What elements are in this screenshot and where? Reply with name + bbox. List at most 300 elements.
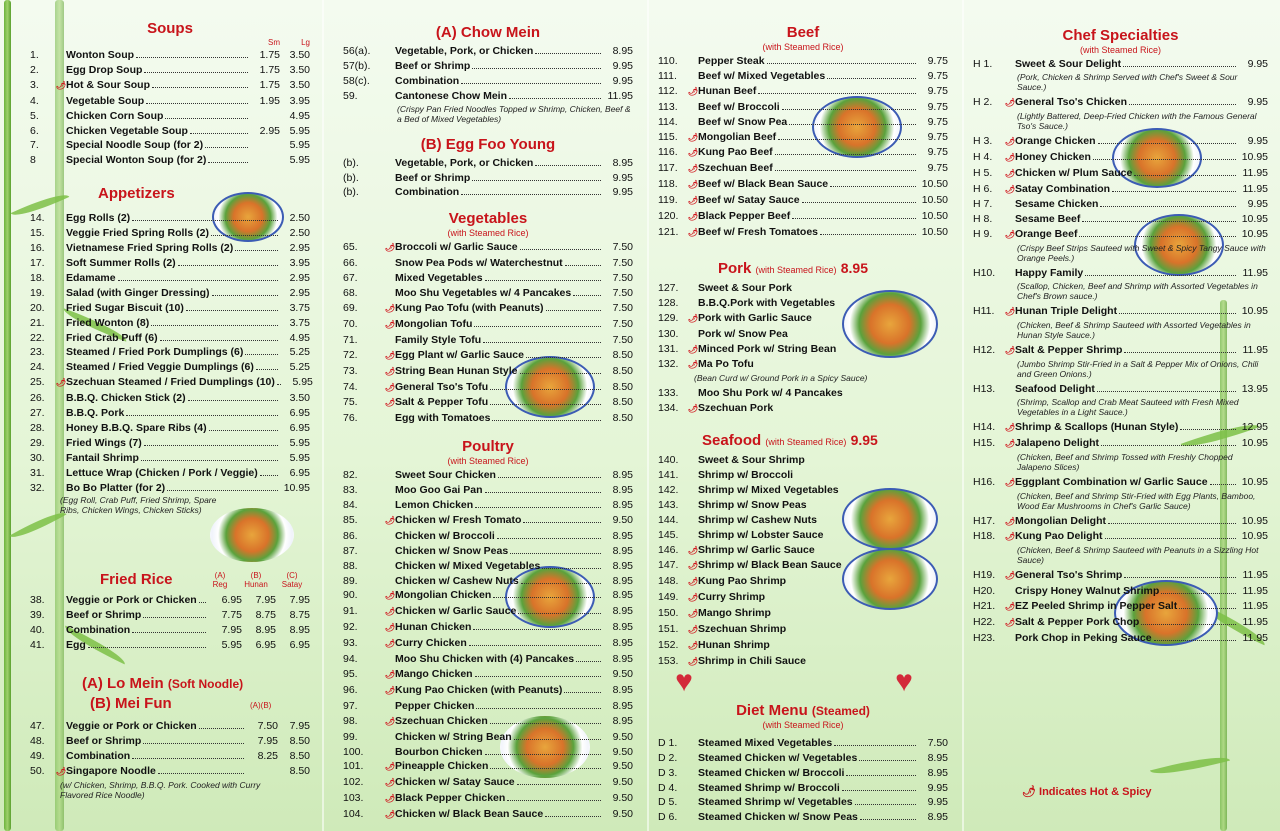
dot-leader [160, 340, 278, 341]
item-price: 7.95 [257, 735, 278, 747]
item-number: H 6. [973, 182, 993, 195]
item-price: 5.95 [221, 639, 242, 652]
beef-list [658, 54, 948, 241]
item-price: 9.95 [612, 171, 633, 184]
item-number: D 2. [658, 751, 678, 764]
item-name: Sweet & Sour Shrimp [698, 454, 805, 467]
chili-icon: 🌶 [688, 593, 699, 603]
dot-leader [88, 647, 206, 648]
menu-item [30, 211, 310, 226]
menu-item [343, 333, 633, 348]
item-price: 11.95 [1242, 616, 1268, 629]
menu-item [30, 138, 310, 153]
menu-item [30, 375, 313, 391]
item-price: 9.75 [927, 115, 948, 128]
item-number: H 7. [973, 198, 993, 211]
hot-spicy-legend [1022, 785, 1152, 798]
menu-item [343, 529, 633, 544]
item-price: 8.95 [927, 811, 948, 824]
dot-leader [493, 597, 601, 598]
dot-leader [1119, 313, 1236, 314]
item-number: 128. [658, 296, 679, 309]
item-number: 111. [658, 69, 677, 82]
item-number: (b). [343, 171, 359, 184]
item-price: 5.95 [289, 139, 310, 152]
chili-icon: 🌶 [1022, 786, 1036, 798]
menu-item [658, 751, 948, 766]
panel-fold [322, 0, 324, 831]
item-price: 9.50 [612, 808, 633, 821]
dot-leader [834, 745, 916, 746]
item-price: 3.50 [289, 49, 310, 61]
dot-leader [535, 165, 601, 166]
menu-item [658, 795, 948, 810]
item-price: 10.95 [1241, 530, 1268, 543]
item-price: 5.25 [289, 346, 310, 359]
item-number: 90. [343, 589, 358, 602]
item-name: Honey Chicken [1015, 150, 1091, 163]
beef-title: Beef [786, 24, 820, 41]
item-name: Beef w/ Satay Sauce [698, 194, 800, 207]
soups-col-head [30, 38, 310, 48]
soups-list [30, 48, 310, 168]
item-desc: (Scallop, Chicken, Beef and Shrimp with Assorted Vegetables in Chef's Brown sauce.) [1017, 281, 1258, 302]
item-name: Veggie Fried Spring Rolls (2) [66, 227, 209, 240]
item-number: 38. [30, 594, 45, 607]
item-name: Veggie or Pork or Chicken [66, 594, 197, 607]
menu-item [658, 177, 948, 193]
item-number: 87. [343, 544, 358, 557]
item-number: 20. [30, 301, 45, 314]
item-price: 13.95 [1241, 382, 1268, 395]
item-name: Eggplant Combination w/ Garlic Sauce [1015, 475, 1208, 488]
menu-item [973, 212, 1268, 227]
item-number: 132. [658, 358, 679, 371]
col-b-label: Hunan [244, 580, 268, 590]
chili-icon: 🌶 [688, 561, 699, 571]
dot-leader [143, 617, 206, 618]
dot-leader [205, 147, 248, 148]
item-number: 150. [658, 607, 679, 620]
item-number: 57(b). [343, 59, 371, 72]
item-name: Ma Po Tofu [698, 358, 754, 371]
item-number: 102. [343, 776, 364, 789]
dot-leader [1105, 538, 1237, 539]
item-number: 97. [343, 699, 358, 712]
item-number: 152. [658, 639, 679, 651]
item-name: Shrimp & Scallops (Hunan Style) [1015, 420, 1179, 433]
chef-title: Chef Specialties [1062, 27, 1179, 44]
menu-item [973, 436, 1268, 452]
menu-item [658, 622, 948, 638]
menu-item [343, 171, 633, 186]
item-price: 3.50 [289, 78, 310, 91]
menu-item [343, 574, 633, 589]
item-price: 11.95 [1242, 569, 1268, 582]
item-price: 10.95 [1241, 305, 1268, 318]
item-number: 112. [658, 84, 678, 97]
item-price: 9.75 [927, 69, 948, 82]
menu-item [973, 197, 1268, 212]
menu-item [658, 558, 948, 574]
chili-icon: 🌶 [688, 148, 699, 158]
item-price: 6.95 [289, 421, 310, 434]
item-number: H 5. [973, 166, 993, 179]
item-desc: (Chicken, Beef and Shrimp Tossed with Freshly Chopped Jalapeno Slices) [1017, 451, 1233, 472]
menu-item [343, 636, 633, 652]
menu-item [30, 301, 310, 316]
dot-leader [498, 477, 601, 478]
heart-chili-icon: ♥ [895, 665, 913, 698]
dot-leader [565, 265, 601, 266]
item-name: Mongolian Chicken [395, 589, 492, 602]
menu-item [30, 331, 310, 346]
dot-leader [846, 775, 916, 776]
appetizers-list [30, 211, 313, 495]
item-price: 11.95 [607, 89, 633, 102]
dot-leader [178, 265, 278, 266]
panel-fold [647, 0, 649, 831]
menu-item [343, 271, 633, 286]
menu-item [658, 766, 948, 781]
item-number: 21. [30, 316, 45, 329]
item-name: Lemon Chicken [395, 499, 474, 512]
menu-item [343, 256, 633, 271]
menu-item [343, 652, 633, 667]
menu-item [343, 240, 633, 256]
item-name: Beef w/ Broccoli [698, 100, 780, 113]
item-number: H20. [973, 585, 996, 598]
item-name: Sesame Chicken [1015, 198, 1099, 211]
dot-leader [1129, 104, 1236, 105]
chili-icon: 🌶 [385, 623, 396, 633]
menu-item [343, 667, 633, 683]
item-number: 114. [658, 115, 678, 128]
item-number: 72. [343, 348, 358, 361]
item-number: 101. [343, 760, 364, 773]
item-name: Chicken w/ Garlic Sauce [395, 605, 517, 618]
menu-item [658, 130, 948, 146]
dot-leader [211, 235, 278, 236]
item-price: 7.95 [221, 624, 242, 637]
item-price: 10.50 [921, 210, 948, 223]
item-number: 58(c). [343, 74, 370, 87]
item-name: Orange Beef [1015, 228, 1078, 241]
chef-sub: (with Steamed Rice) [1079, 45, 1162, 55]
item-name: Minced Pork w/ String Bean [698, 342, 837, 355]
item-number: 83. [343, 484, 358, 497]
item-name: Steamed Mixed Vegetables [698, 736, 833, 749]
item-price: 11.95 [1242, 182, 1268, 195]
item-name: Fried Wonton (8) [66, 316, 150, 329]
item-name: Kung Pao Beef [698, 146, 773, 159]
item-price: 2.95 [289, 242, 310, 255]
item-name: Snow Pea Pods w/ Waterchestnut [395, 257, 563, 270]
dot-leader [1134, 175, 1236, 176]
chili-icon: 🌶 [385, 515, 396, 525]
item-number: 5. [30, 109, 39, 122]
chow-mein-list [343, 44, 633, 104]
item-price: 9.50 [612, 792, 633, 805]
menu-item [973, 150, 1268, 166]
item-price: 6.95 [221, 594, 242, 607]
item-number: H14. [973, 420, 996, 433]
item-number: 127. [658, 281, 679, 294]
item-number: 26. [30, 392, 45, 405]
item-number: 98. [343, 714, 358, 727]
menu-item [30, 734, 310, 749]
dot-leader [767, 63, 916, 64]
item-number: 69. [343, 301, 358, 314]
item-name: Beef w/ Snow Pea [698, 115, 788, 128]
menu-item [658, 483, 948, 498]
menu-item [658, 69, 948, 84]
chili-icon: 🌶 [688, 212, 699, 222]
item-name: Fried Crab Puff (6) [66, 331, 158, 344]
dot-leader [789, 124, 916, 125]
dot-leader [546, 310, 601, 311]
menu-item [658, 145, 948, 161]
chili-icon: 🌶 [688, 344, 699, 354]
dot-leader [545, 816, 601, 817]
menu-item [973, 382, 1268, 397]
item-number: D 3. [658, 766, 678, 779]
dot-leader [1124, 352, 1236, 353]
item-name: Sesame Beef [1015, 213, 1081, 226]
item-price: 8.95 [612, 605, 633, 618]
item-name: Combination [395, 74, 460, 87]
chili-icon: 🌶 [1005, 602, 1016, 612]
item-name: Bo Bo Platter (for 2) [66, 481, 166, 494]
item-price: 9.95 [1247, 198, 1268, 211]
dot-leader [245, 354, 278, 355]
item-number: 144. [658, 513, 679, 526]
menu-item [658, 193, 948, 209]
item-number: 32. [30, 481, 45, 494]
chili-icon: 🌶 [56, 80, 67, 90]
item-number: 24. [30, 361, 45, 374]
dot-leader [190, 133, 248, 134]
item-price: 9.95 [927, 781, 948, 794]
item-number: D 1. [658, 736, 678, 749]
dot-leader [1141, 624, 1236, 625]
item-price: 6.95 [289, 407, 310, 420]
fried-rice-header [30, 571, 310, 589]
menu-item [343, 714, 633, 730]
dot-leader [576, 661, 601, 662]
item-name: Steamed Chicken w/ Snow Peas [698, 811, 858, 824]
item-number: H 9. [973, 228, 993, 241]
item-price: 2.50 [289, 212, 310, 225]
item-name: Steamed Chicken w/ Vegetables [698, 751, 858, 764]
item-number: 8 [30, 154, 36, 167]
item-name: Steamed Chicken w/ Broccoli [698, 766, 845, 779]
item-name: Shrimp w/ Cashew Nuts [698, 513, 818, 526]
menu-item [973, 57, 1268, 72]
item-name: Salt & Pepper Tofu [395, 396, 489, 409]
item-name: Chicken w/ Black Bean Sauce [395, 808, 544, 821]
menu-item [658, 453, 948, 468]
item-name: Vegetable Soup [66, 94, 145, 107]
item-number: 120. [658, 210, 679, 223]
menu-item [343, 588, 633, 604]
item-name: Vegetable, Pork, or Chicken [395, 45, 534, 57]
chili-icon: 🌶 [688, 313, 699, 323]
menu-item [343, 301, 633, 317]
dot-leader [485, 492, 601, 493]
item-price: 8.50 [289, 764, 310, 777]
item-number: 30. [30, 451, 45, 464]
item-price: 9.95 [927, 796, 948, 809]
item-price: 9.75 [927, 55, 948, 67]
chili-icon: 🌶 [56, 766, 67, 776]
item-number: 94. [343, 653, 358, 666]
item-name: Chicken w/ Snow Peas [395, 544, 509, 557]
menu-item [30, 421, 310, 436]
item-number: 116. [658, 146, 678, 159]
chili-icon: 🌶 [385, 716, 396, 726]
dot-leader [827, 78, 916, 79]
item-price: 9.50 [612, 776, 633, 789]
dot-leader [469, 645, 601, 646]
item-price: 9.50 [612, 730, 633, 743]
dot-leader [859, 760, 916, 761]
item-number: 18. [30, 271, 45, 284]
item-price: 9.95 [1247, 58, 1268, 70]
menu-item [973, 420, 1268, 436]
item-name: Sweet & Sour Delight [1015, 58, 1122, 70]
menu-item [343, 185, 633, 200]
item-price: 9.75 [927, 162, 948, 175]
chili-icon: 🌶 [385, 319, 396, 329]
item-number: 148. [658, 575, 679, 588]
item-number: H 3. [973, 134, 993, 147]
item-number: 119. [658, 194, 678, 207]
item-number: 91. [343, 605, 358, 618]
chili-icon: 🌶 [1005, 136, 1016, 146]
item-number: 23. [30, 346, 45, 359]
dot-leader [485, 280, 601, 281]
dot-leader [1180, 429, 1236, 430]
platter-desc: (Egg Roll, Crab Puff, Fried Shrimp, Spare Ribs, Chicken Wings, Chicken Sticks) [60, 495, 217, 516]
item-price: 8.75 [255, 609, 276, 622]
dot-leader [564, 692, 601, 693]
item-name: Szechuan Shrimp [698, 623, 787, 636]
chili-icon: 🌶 [688, 625, 699, 635]
chili-icon: 🌶 [688, 86, 699, 96]
dot-leader [758, 93, 916, 94]
item-number: H22. [973, 616, 996, 629]
chili-icon: 🌶 [688, 656, 699, 666]
item-name: Moo Shu Chicken with (4) Pancakes [395, 653, 575, 666]
dot-leader [1124, 577, 1236, 578]
item-name: Chicken w/ Plum Sauce [1015, 166, 1133, 179]
dot-leader [136, 57, 248, 58]
chili-icon: 🌶 [688, 180, 699, 190]
item-number: H12. [973, 343, 996, 356]
item-name: Black Pepper Beef [698, 210, 791, 223]
item-name: Shrimp w/ Black Bean Sauce [698, 559, 842, 572]
item-price: 8.95 [612, 469, 633, 482]
item-price: 7.50 [612, 257, 633, 270]
menu-item [973, 599, 1268, 615]
diet-list [658, 736, 948, 825]
item-number: 29. [30, 436, 45, 449]
item-name: Steamed / Fried Veggie Dumplings (6) [66, 361, 254, 374]
item-price: 7.50 [927, 736, 948, 749]
item-name: Szechuan Beef [698, 162, 773, 175]
item-name: Salt & Pepper Shrimp [1015, 343, 1123, 356]
dot-leader [199, 728, 244, 729]
dot-leader [830, 186, 916, 187]
item-price: 7.95 [289, 594, 310, 607]
menu-item [658, 810, 948, 825]
item-name: Mixed Vegetables [395, 272, 483, 285]
dot-leader [473, 629, 601, 630]
item-number: 1. [30, 49, 39, 61]
item-name: Lettuce Wrap (Chicken / Pork / Veggie) [66, 466, 258, 479]
panel-1 [0, 0, 320, 831]
menu-item [343, 807, 633, 823]
menu-item [30, 638, 310, 653]
item-number: 153. [658, 654, 679, 667]
item-price: 8.50 [612, 412, 633, 425]
menu-item [343, 156, 633, 171]
item-price: 3.75 [289, 301, 310, 314]
item-price: 8.95 [612, 559, 633, 572]
dot-leader [167, 490, 278, 491]
dot-leader [497, 538, 601, 539]
item-price: 2.95 [289, 286, 310, 299]
menu-item [343, 89, 633, 104]
item-number: 48. [30, 735, 45, 747]
item-price: 9.95 [612, 74, 633, 87]
item-price: 5.95 [289, 124, 310, 137]
dot-leader [461, 194, 601, 195]
item-number: 50. [30, 764, 45, 777]
col-c-label: Satay [281, 580, 303, 590]
item-number: 117. [658, 162, 678, 175]
item-number: 47. [30, 720, 45, 733]
item-price: 8.50 [289, 735, 310, 747]
item-name: Combination [66, 749, 131, 762]
item-price: 8.25 [257, 749, 278, 762]
dot-leader [490, 768, 601, 769]
dot-leader [235, 250, 278, 251]
chili-icon: 🌶 [385, 607, 396, 617]
item-number: 96. [343, 683, 358, 696]
dot-leader [132, 220, 278, 221]
chili-icon: 🌶 [385, 685, 396, 695]
chili-icon: 🌶 [688, 164, 699, 174]
item-number: H16. [973, 475, 996, 488]
item-name: Egg [66, 639, 86, 652]
item-number: 93. [343, 637, 358, 650]
menu-item [343, 74, 633, 89]
panel-fold [962, 0, 964, 831]
item-name: Hunan Chicken [395, 621, 472, 634]
menu-item [30, 271, 310, 286]
menu-item [30, 109, 310, 124]
item-price: 8.95 [612, 589, 633, 602]
item-number: 74. [343, 380, 358, 393]
item-name: Egg with Tomatoes [395, 412, 491, 425]
item-number: 71. [343, 333, 358, 346]
chili-icon: 🌶 [385, 366, 396, 376]
item-price: 8.95 [612, 544, 633, 557]
panel-4 [965, 0, 1280, 831]
col-a-label: Reg [212, 580, 228, 590]
